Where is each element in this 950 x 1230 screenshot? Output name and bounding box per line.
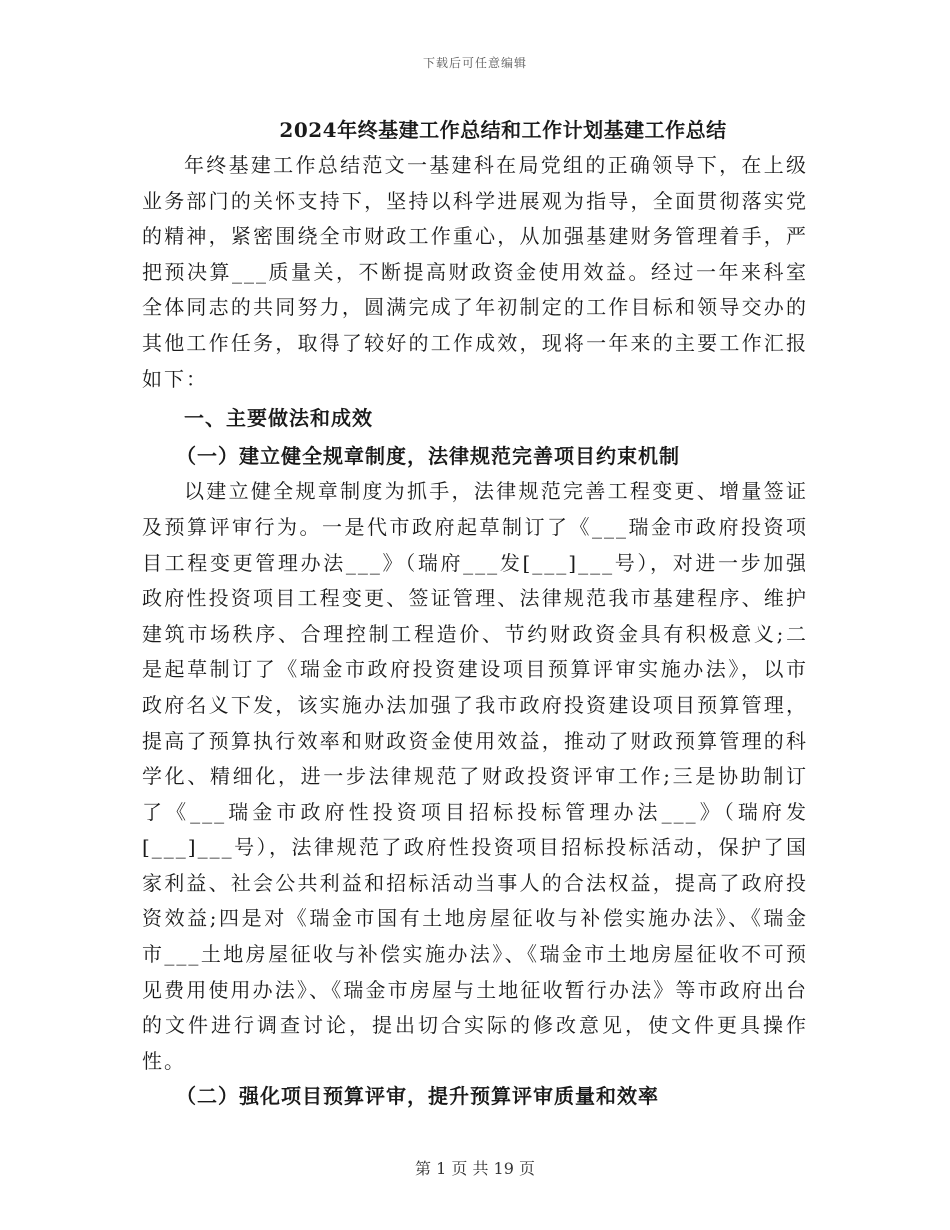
- subsection-heading-2: （二）强化项目预算评审，提升预算评审质量和效率: [176, 1084, 659, 1109]
- document-body: [142, 112, 808, 1115]
- intro-paragraph: 年终基建工作总结范文一基建科在局党组的正确领导下，在上级业务部门的关怀支持下，坚持以科学进展观为指导，全面贯彻落实党的精神，紧密围绕全市财政工作重心，从加强基建财务管理着手，严把预决算___质量关，不断提高财政资金使用效益。经过一年来科室全体同志的共同努力，圆满完成了年初制定的工作目标和领导交办的其他工作任务，取得了较好的工作成效，现将一年来的主要工作汇报如下：: [142, 153, 808, 391]
- subsection-1-body: 以建立健全规章制度为抓手，法律规范完善工程变更、增量签证及预算评审行为。一是代市政府起草制订了《___瑞金市政府投资项目工程变更管理办法___》（瑞府___发[___]___号），对进一步加强政府性投资项目工程变更、签证管理、法律规范我市基建程序、维护建筑市场秩序、合理控制工程造价、节约财政资金具有积极意义;二是起草制订了《瑞金市政府投资建设项目预算评审实施办法》，以市政府名义下发，该实施办法加强了我市政府投资建设项目预算管理，提高了预算执行效率和财政资金使用效益，推动了财政预算管理的科学化、精细化，进一步法律规范了财政投资评审工作;三是协助制订了《___瑞金市政府性投资项目招标投标管理办法___》（瑞府发[___]___号），法律规范了政府性投资项目招标投标活动，保护了国家利益、社会公共利益和招标活动当事人的合法权益，提高了政府投资效益;四是对《瑞金市国有土地房屋征收与补偿实施办法》、《瑞金市___土地房屋征收与补偿实施办法》、《瑞金市土地房屋征收不可预见费用使用办法》、《瑞金市房屋与土地征收暂行办法》等市政府出台的文件进行调查讨论，提出切合实际的修改意见，使文件更具操作性。: [142, 479, 808, 1073]
- document-title: 2024年终基建工作总结和工作计划基建工作总结: [279, 118, 727, 142]
- subsection-heading-1: （一）建立健全规章制度，法律规范完善项目约束机制: [176, 443, 680, 468]
- header-note: 下载后可任意编辑: [422, 56, 527, 70]
- page-number: 第 1 页 共 19 页: [415, 1159, 535, 1178]
- section-heading-1: 一、主要做法和成效: [184, 406, 373, 431]
